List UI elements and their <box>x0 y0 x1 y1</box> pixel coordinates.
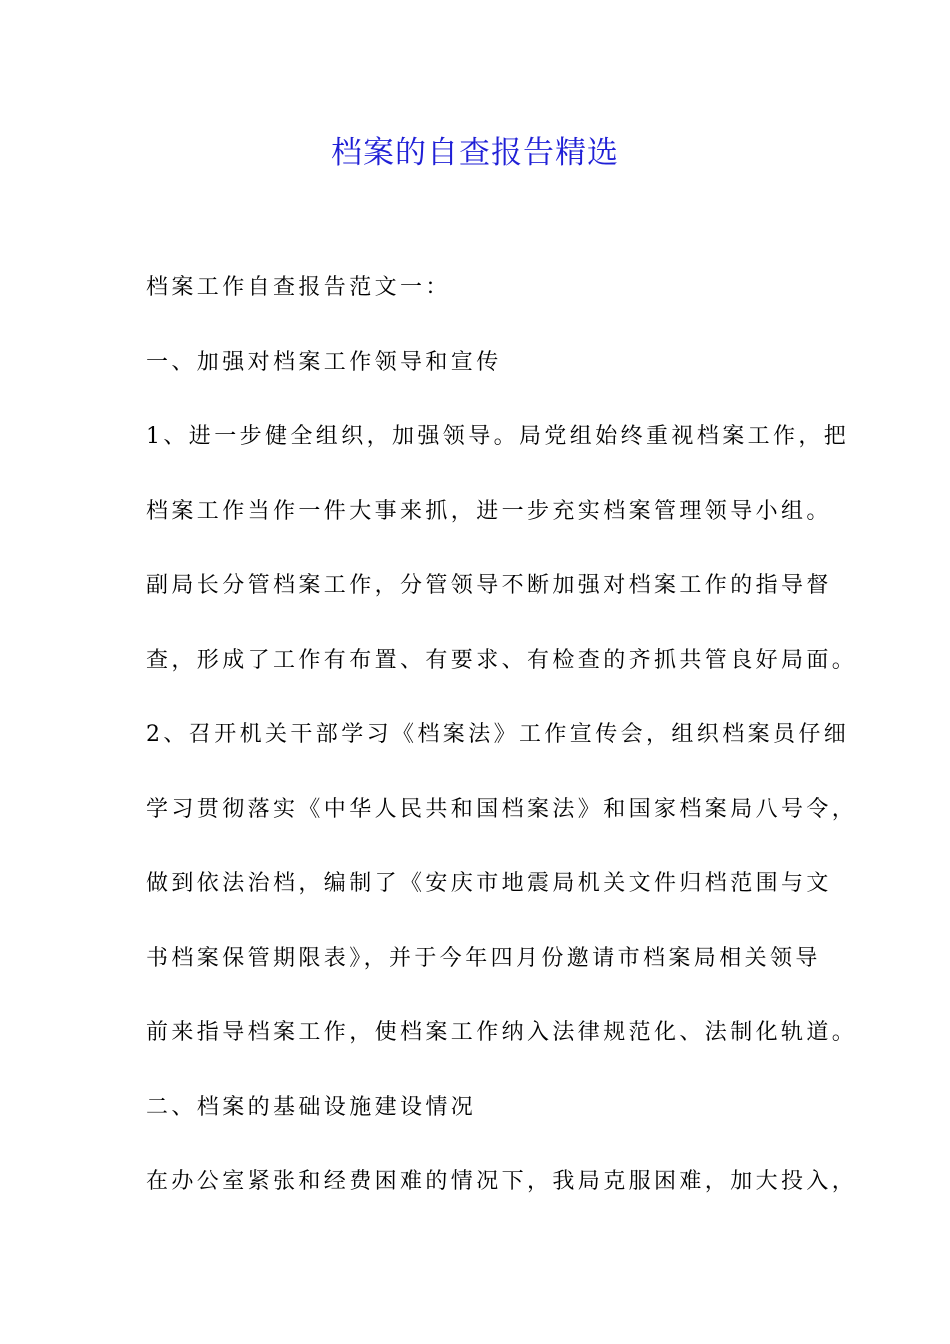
body-line: 2、召开机关干部学习《档案法》工作宣传会，组织档案员仔细 <box>146 722 850 747</box>
body-line-section-intro: 档案工作自查报告范文一： <box>146 275 451 300</box>
body-line-heading-1: 一、加强对档案工作领导和宣传 <box>146 349 502 375</box>
body-line-heading-2: 二、档案的基础设施建设情况 <box>146 1094 477 1120</box>
document-body <box>146 266 858 1235</box>
document-title: 档案的自查报告精选 <box>331 135 619 171</box>
body-line: 学习贯彻落实《中华人民共和国档案法》和国家档案局八号令， <box>146 796 858 822</box>
body-line: 前来指导档案工作，使档案工作纳入法律规范化、法制化轨道。 <box>146 1020 858 1045</box>
body-line: 书档案保管期限表》，并于今年四月份邀请市档案局相关领导 <box>146 945 821 971</box>
body-line: 1、进一步健全组织，加强领导。局党组始终重视档案工作，把 <box>146 424 850 449</box>
body-line: 查，形成了工作有布置、有要求、有检查的齐抓共管良好局面。 <box>146 647 858 673</box>
body-line: 做到依法治档，编制了《安庆市地震局机关文件归档范围与文 <box>146 871 832 896</box>
body-line: 副局长分管档案工作，分管领导不断加强对档案工作的指导督 <box>146 573 832 598</box>
body-line: 在办公室紧张和经费困难的情况下，我局克服困难，加大投入， <box>146 1169 858 1194</box>
body-line: 档案工作当作一件大事来抓，进一步充实档案管理领导小组。 <box>146 498 832 524</box>
